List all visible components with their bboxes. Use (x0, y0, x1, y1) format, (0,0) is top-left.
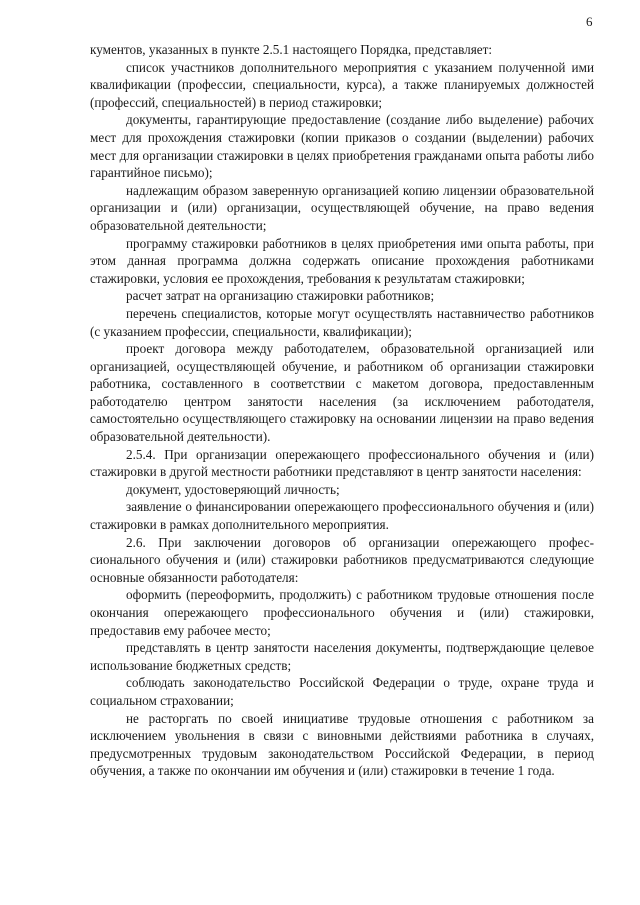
paragraph: список участников дополнительного мероприятия с указанием полученной ими квалификации (профессии, специальности, курса), а также планируемых должностей (профессий, специальностей) в период стажировки; (90, 59, 594, 110)
paragraph: проект договора между работодателем, образовательной организацией или организацией, осуществляющей обучение, и работником об организации стажировки работника, составленного в соответствии с макетом договора, предоставленным работодателю центром занятости населения (за исключением работодателя, самостоятельно осуществляющего стажировку на основании лицензии на право ведения образовательной деятельности). (90, 341, 594, 445)
paragraph: кументов, указанных в пункте 2.5.1 настоящего Порядка, представляет: (90, 42, 493, 57)
paragraph: оформить (переоформить, продолжить) с работником трудовые отношения после окончания опережающего профессионального обучения и (или) стажировки, предоставив ему рабочее место; (90, 587, 594, 638)
document-body (90, 41, 594, 780)
paragraph: не расторгать по своей инициативе трудовые отношения с работником за исключением увольнения в связи с виновными действиями работника в случаях, предусмотренных трудовым законодательством Российской Федерации, в период обучения, а также по окончании им обучения и (или) стажировки в течение 1 года. (90, 710, 594, 779)
paragraph: документы, гарантирующие предоставление (создание либо выделение) рабочих мест для прохождения стажировки (копии приказов о создании (выделении) рабочих мест для организации стажировки в целях приобретения гражданами опыта работы либо гарантийное письмо); (90, 112, 594, 181)
paragraph: программу стажировки работников в целях приобретения ими опыта работы, при этом данная программа должна содержать описание прохождения работниками стажировки, условия ее прохождения, требования к результатам стажировки; (90, 235, 594, 286)
paragraph: 2.5.4. При организации опережающего профессионального обучения и (или) стажировки в другой местности работники представляют в центр занятости населения: (90, 446, 594, 480)
paragraph: 2.6. При заключении договоров об организации опережающего профессионального обучения и (или) стажировки работников предусматриваются следующие основные обязанности работодателя: (90, 534, 594, 585)
paragraph: документ, удостоверяющий личность; (126, 481, 340, 497)
paragraph: перечень специалистов, которые могут осуществлять наставничество работников (с указанием профессии, специальности, квалификации); (90, 305, 594, 339)
paragraph: расчет затрат на организацию стажировки работников; (126, 288, 435, 304)
paragraph: представлять в центр занятости населения документы, подтверждающие целевое использование бюджетных средств; (90, 640, 594, 673)
paragraph: соблюдать законодательство Российской Федерации о труде, охране труда и социальном страховании; (90, 675, 594, 708)
page-number: 6 (586, 14, 593, 29)
paragraph: заявление о финансировании опережающего профессионального обучения и (или) стажировки в рамках дополнительного мероприятия. (90, 499, 594, 533)
paragraph: надлежащим образом заверенную организацией копию лицензии образовательной организации и (или) организации, осуществляющей обучение, на право ведения образовательной деятельности; (90, 182, 594, 233)
